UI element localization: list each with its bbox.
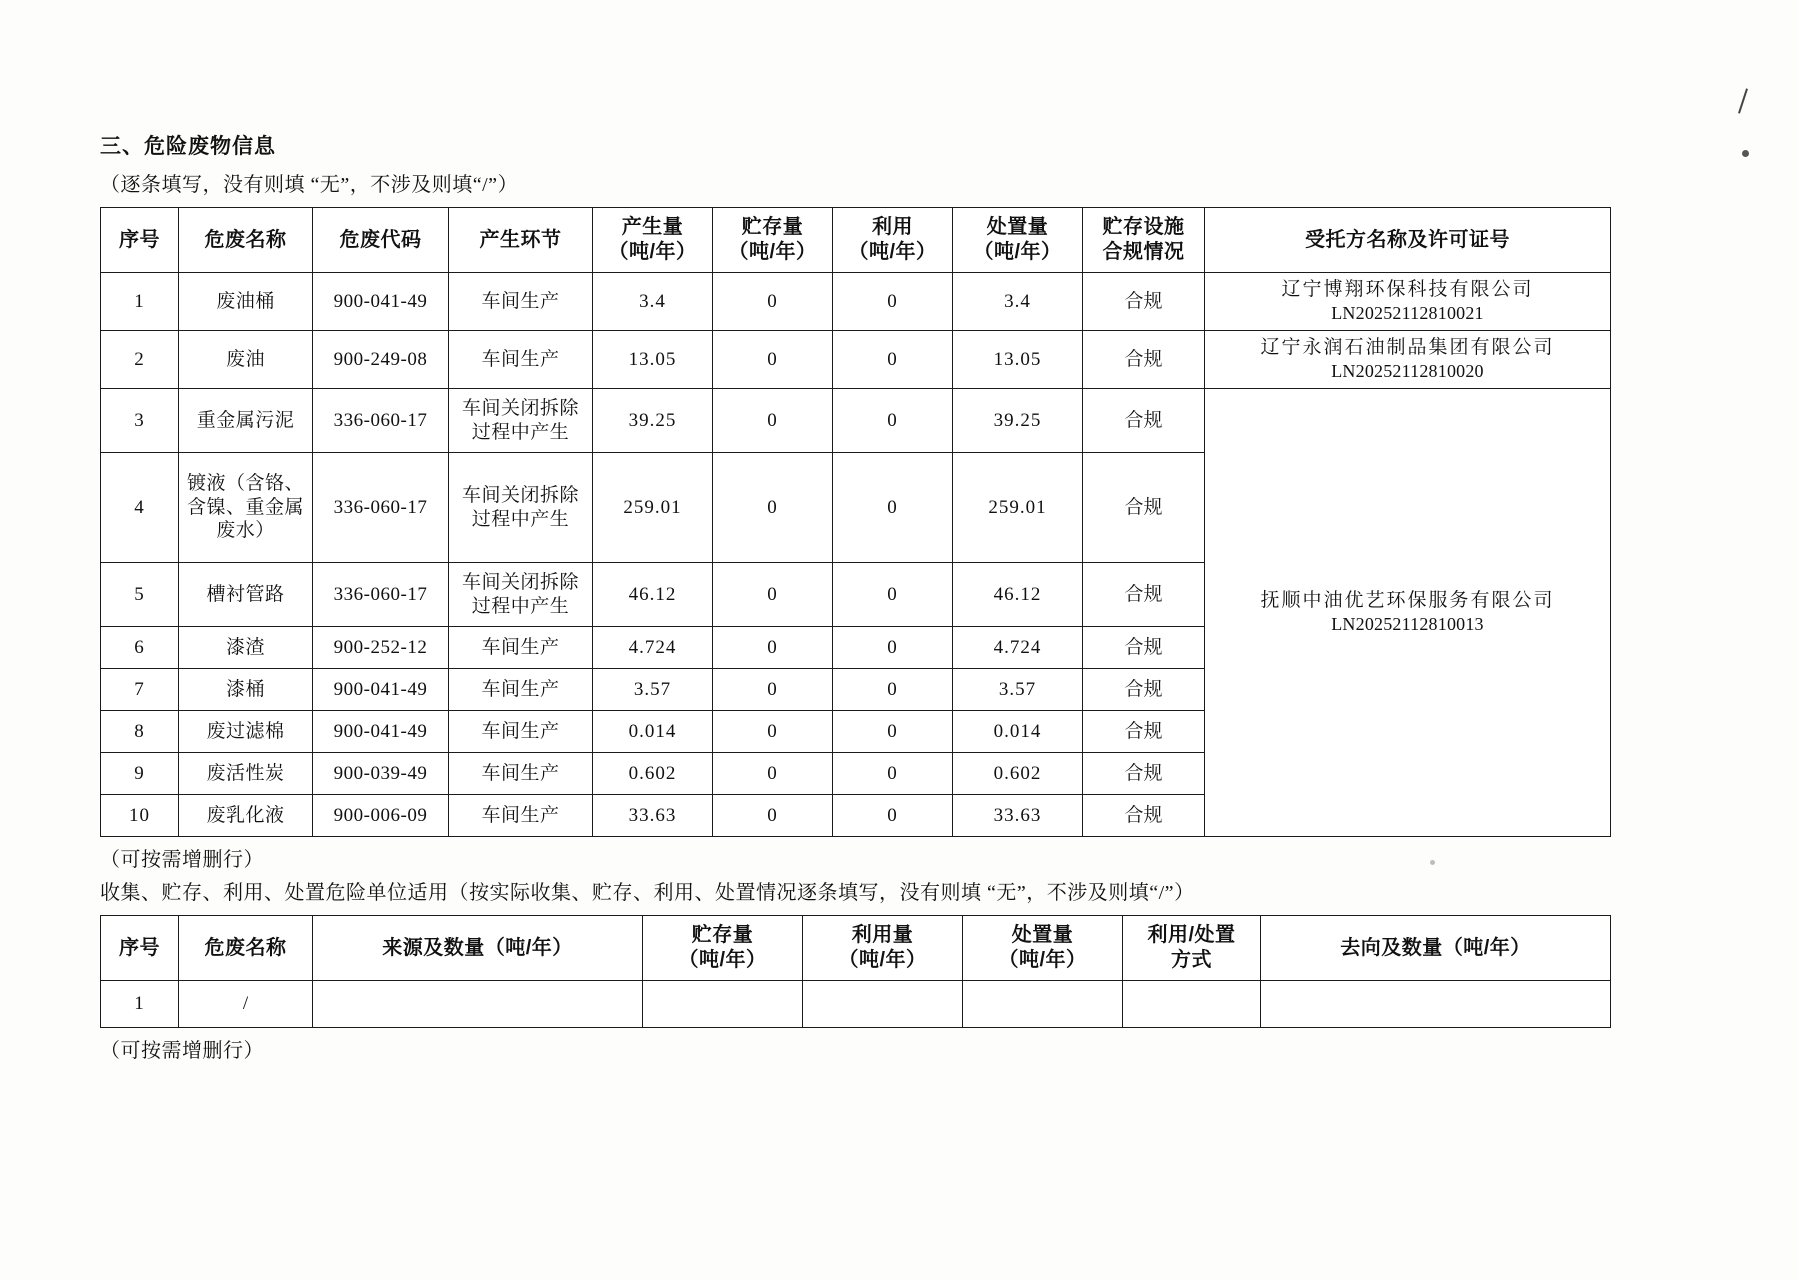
cell-waste-name: 漆桶 [179, 669, 313, 711]
cell-generated: 13.05 [593, 331, 713, 389]
cell2-waste-name: / [179, 981, 313, 1028]
section-note: （逐条填写，没有则填 “无”，不涉及则填“/”） [100, 174, 519, 196]
th2-stored-amount: 贮存量 （吨/年） [643, 916, 803, 981]
cell-index: 3 [101, 389, 179, 453]
cell-index: 9 [101, 753, 179, 795]
cell-stored: 0 [713, 389, 833, 453]
cell-disposed: 46.12 [953, 563, 1083, 627]
cell-used: 0 [833, 273, 953, 331]
cell-disposed: 39.25 [953, 389, 1083, 453]
cell-used: 0 [833, 563, 953, 627]
cell-stored: 0 [713, 331, 833, 389]
cell-waste-name: 废油桶 [179, 273, 313, 331]
ink-dot-icon [1742, 150, 1752, 160]
cell-waste-name: 废活性炭 [179, 753, 313, 795]
th-index: 序号 [101, 208, 179, 273]
table2-row [101, 981, 1611, 1028]
cell-waste-name: 漆渣 [179, 627, 313, 669]
th-used-amount: 利用 （吨/年） [833, 208, 953, 273]
cell-stored: 0 [713, 563, 833, 627]
th-stored-amount: 贮存量 （吨/年） [713, 208, 833, 273]
cell-waste-name: 重金属污泥 [179, 389, 313, 453]
table1-footnote: （可按需增删行） [100, 849, 264, 871]
cell-generation-stage: 车间生产 [449, 711, 593, 753]
cell-waste-name: 废乳化液 [179, 795, 313, 837]
cell-waste-code: 900-006-09 [313, 795, 449, 837]
th2-source-amount: 来源及数量（吨/年） [313, 916, 643, 981]
th2-index: 序号 [101, 916, 179, 981]
cell-waste-code: 336-060-17 [313, 389, 449, 453]
cell-generated: 3.57 [593, 669, 713, 711]
cell-waste-code: 336-060-17 [313, 453, 449, 563]
th2-method: 利用/处置 方式 [1123, 916, 1261, 981]
cell-waste-name: 废过滤棉 [179, 711, 313, 753]
cell-stored: 0 [713, 795, 833, 837]
cell-waste-name: 废油 [179, 331, 313, 389]
cell-used: 0 [833, 669, 953, 711]
cell-stored: 0 [713, 669, 833, 711]
cell-generated: 39.25 [593, 389, 713, 453]
cell-used: 0 [833, 389, 953, 453]
hazardous-waste-table [100, 207, 1611, 837]
cell-generation-stage: 车间生产 [449, 795, 593, 837]
table2-header-row [101, 916, 1611, 981]
cell-index: 2 [101, 331, 179, 389]
cell2-source [313, 981, 643, 1028]
th-waste-code: 危废代码 [313, 208, 449, 273]
cell-compliance: 合规 [1083, 453, 1205, 563]
cell-index: 1 [101, 273, 179, 331]
cell-used: 0 [833, 453, 953, 563]
cell-generated: 4.724 [593, 627, 713, 669]
cell-compliance: 合规 [1083, 331, 1205, 389]
cell-used: 0 [833, 711, 953, 753]
vendor-name: 辽宁永润石油制品集团有限公司 [1260, 337, 1555, 359]
cell-generated: 0.602 [593, 753, 713, 795]
th2-used-amount: 利用量 （吨/年） [803, 916, 963, 981]
cell-generation-stage: 车间关闭拆除过程中产生 [449, 389, 593, 453]
cell-index: 7 [101, 669, 179, 711]
cell-used: 0 [833, 795, 953, 837]
cell-waste-code: 900-249-08 [313, 331, 449, 389]
cell-used: 0 [833, 627, 953, 669]
table-row [101, 389, 1611, 453]
cell2-stored [643, 981, 803, 1028]
cell-compliance: 合规 [1083, 627, 1205, 669]
th-entrusted-party: 受托方名称及许可证号 [1205, 208, 1611, 273]
cell-entrusted-party [1205, 273, 1611, 331]
cell-stored: 0 [713, 711, 833, 753]
cell2-disposed [963, 981, 1123, 1028]
cell-generated: 46.12 [593, 563, 713, 627]
cell-compliance: 合规 [1083, 273, 1205, 331]
cell-compliance: 合规 [1083, 711, 1205, 753]
cell-waste-code: 900-041-49 [313, 273, 449, 331]
th-storage-compliance: 贮存设施 合规情况 [1083, 208, 1205, 273]
collection-storage-table [100, 915, 1611, 1028]
cell-used: 0 [833, 753, 953, 795]
cell-disposed: 259.01 [953, 453, 1083, 563]
cell-index: 5 [101, 563, 179, 627]
section-heading: 三、危险废物信息 [100, 135, 276, 158]
table-row [101, 273, 1611, 331]
th2-disposed-amount: 处置量 （吨/年） [963, 916, 1123, 981]
vendor-license: LN20252112810021 [1331, 303, 1484, 324]
document-content [100, 130, 1720, 1067]
cell-generation-stage: 车间生产 [449, 669, 593, 711]
vendor-license: LN20252112810020 [1331, 361, 1484, 382]
th-generated-amount: 产生量 （吨/年） [593, 208, 713, 273]
cell-generation-stage: 车间关闭拆除过程中产生 [449, 563, 593, 627]
cell-disposed: 3.57 [953, 669, 1083, 711]
table2-footnote: （可按需增删行） [100, 1040, 264, 1062]
cell-stored: 0 [713, 627, 833, 669]
th2-destination: 去向及数量（吨/年） [1261, 916, 1611, 981]
cell-index: 4 [101, 453, 179, 563]
cell-entrusted-party [1205, 389, 1611, 837]
cell-generated: 259.01 [593, 453, 713, 563]
cell-waste-code: 900-041-49 [313, 711, 449, 753]
vendor-name: 辽宁博翔环保科技有限公司 [1281, 279, 1534, 301]
cell-waste-code: 336-060-17 [313, 563, 449, 627]
cell-waste-code: 900-039-49 [313, 753, 449, 795]
cell-waste-name: 槽衬管路 [179, 563, 313, 627]
cell-entrusted-party [1205, 331, 1611, 389]
cell-generation-stage: 车间生产 [449, 331, 593, 389]
cell-disposed: 0.602 [953, 753, 1083, 795]
table-row [101, 331, 1611, 389]
cell2-destination [1261, 981, 1611, 1028]
cell2-used [803, 981, 963, 1028]
th2-waste-name: 危废名称 [179, 916, 313, 981]
table2-intro-note: 收集、贮存、利用、处置危险单位适用（按实际收集、贮存、利用、处置情况逐条填写，没有则填 “无”，不涉及则填“/”） [100, 882, 1195, 904]
cell-disposed: 0.014 [953, 711, 1083, 753]
cell-disposed: 3.4 [953, 273, 1083, 331]
cell-index: 8 [101, 711, 179, 753]
cell-generated: 33.63 [593, 795, 713, 837]
th-generation-stage: 产生环节 [449, 208, 593, 273]
cell-compliance: 合规 [1083, 389, 1205, 453]
th-disposed-amount: 处置量 （吨/年） [953, 208, 1083, 273]
cell-generated: 3.4 [593, 273, 713, 331]
cell-stored: 0 [713, 273, 833, 331]
cell2-index: 1 [101, 981, 179, 1028]
cell2-method [1123, 981, 1261, 1028]
th-waste-name: 危废名称 [179, 208, 313, 273]
cell-index: 10 [101, 795, 179, 837]
cell-generated: 0.014 [593, 711, 713, 753]
pen-mark-icon [1738, 88, 1758, 128]
vendor-license: LN20252112810013 [1331, 614, 1484, 635]
cell-waste-code: 900-252-12 [313, 627, 449, 669]
vendor-name: 抚顺中油优艺环保服务有限公司 [1260, 590, 1555, 612]
cell-compliance: 合规 [1083, 795, 1205, 837]
cell-generation-stage: 车间生产 [449, 627, 593, 669]
cell-waste-name: 镀液（含铬、含镍、重金属废水） [179, 453, 313, 563]
cell-disposed: 33.63 [953, 795, 1083, 837]
cell-compliance: 合规 [1083, 563, 1205, 627]
cell-generation-stage: 车间生产 [449, 273, 593, 331]
cell-generation-stage: 车间关闭拆除过程中产生 [449, 453, 593, 563]
cell-stored: 0 [713, 453, 833, 563]
cell-stored: 0 [713, 753, 833, 795]
table-header-row [101, 208, 1611, 273]
cell-generation-stage: 车间生产 [449, 753, 593, 795]
cell-disposed: 13.05 [953, 331, 1083, 389]
cell-compliance: 合规 [1083, 753, 1205, 795]
cell-index: 6 [101, 627, 179, 669]
cell-disposed: 4.724 [953, 627, 1083, 669]
cell-waste-code: 900-041-49 [313, 669, 449, 711]
cell-compliance: 合规 [1083, 669, 1205, 711]
cell-used: 0 [833, 331, 953, 389]
